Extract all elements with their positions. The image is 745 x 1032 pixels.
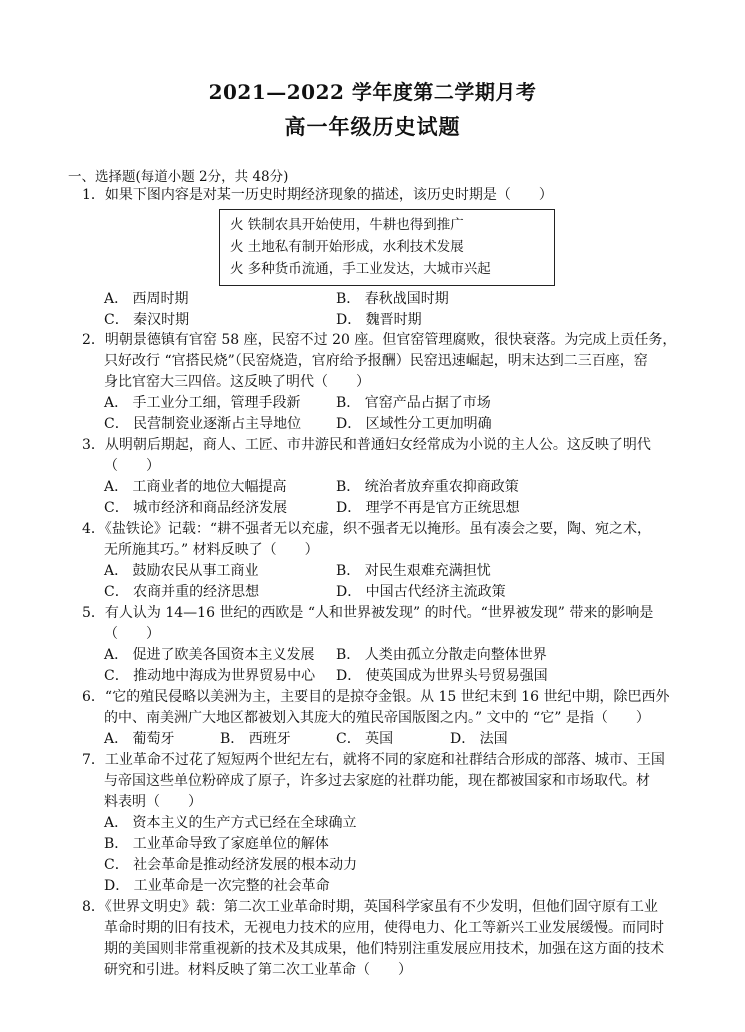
q8-stem-line-4: 研究和引进。材料反映了第二次工业革命（ ） (104, 962, 412, 978)
q6-option-a: A． 葡萄牙 (104, 731, 175, 747)
q5-option-d: D． 使英国成为世界头号贸易强国 (336, 668, 548, 684)
q2-stem-line-3: 身比官窑大三四倍。这反映了明代（ ） (104, 374, 370, 390)
q5-option-c: C． 推动地中海成为世界贸易中心 (104, 668, 316, 684)
q2-option-d: D． 区域性分工更加明确 (336, 416, 492, 432)
q2-option-a: A． 手工业分工细，管理手段新 (104, 395, 301, 411)
section-heading: 一、选择题(每道小题 2分，共 48分) (68, 169, 289, 185)
q1-option-b: B． 春秋战国时期 (336, 291, 449, 307)
q2-stem-line-2: 只好改行 “官搭民烧”（民窑烧造，官府给予报酬）民窑迅速崛起，明末达到二三百座，窑 (104, 353, 648, 369)
q8-stem-line-1: 8．《世界文明史》载：第二次工业革命时期，英国科学家虽有不少发明，但他们固守原有工业 (82, 899, 658, 915)
q6-stem-line-1: 6．“它的殖民侵略以美洲为主，主要目的是掠夺金银。从 15 世纪末到 16 世纪中期，除巴西外 (82, 689, 670, 705)
q4-stem-line-2: 无所施其巧。” 材料反映了（ ） (104, 542, 319, 558)
q1-info-box (219, 209, 555, 286)
q7-option-a: A． 资本主义的生产方式已经在全球确立 (104, 815, 357, 831)
q3-option-a: A． 工商业者的地位大幅提高 (104, 479, 287, 495)
q4-option-b: B． 对民生艰难充满担忧 (336, 563, 491, 579)
q5-option-b: B． 人类由孤立分散走向整体世界 (336, 647, 547, 663)
q1-option-a: A． 西周时期 (104, 291, 189, 307)
q6-option-d: D． 法国 (450, 731, 508, 747)
q2-option-b: B． 官窑产品占据了市场 (336, 395, 491, 411)
q4-option-c: C． 农商并重的经济思想 (104, 584, 260, 600)
q8-stem-line-3: 期的美国则非常重视新的技术及其成果，他们特别注重发展应用技术，加强在这方面的技术 (104, 941, 664, 957)
q6-stem-line-2: 的中、南美洲广大地区都被划入其庞大的殖民帝国版图之内。” 文中的 “它” 是指（ ） (104, 710, 650, 726)
q1-option-c: C． 秦汉时期 (104, 312, 190, 328)
q5-stem-line-1: 5．有人认为 14—16 世纪的西欧是 “人和世界被发现” 的时代。“世界被发现” 带来的影响是 (82, 605, 654, 621)
q4-option-d: D． 中国古代经济主流政策 (336, 584, 506, 600)
q2-option-c: C． 民营制瓷业逐渐占主导地位 (104, 416, 302, 432)
q1-stem: 1．如果下图内容是对某一历史时期经济现象的描述，该历史时期是（ ） (82, 187, 553, 203)
q7-option-b: B． 工业革命导致了家庭单位的解体 (104, 836, 329, 852)
q7-option-d: D． 工业革命是一次完整的社会革命 (104, 878, 330, 894)
q8-stem-line-2: 革命时期的旧有技术，无视电力技术的应用，使得电力、化工等新兴工业发展缓慢。而同时 (104, 920, 664, 936)
q4-stem-line-1: 4．《盐铁论》记载：“耕不强者无以充虚，织不强者无以掩形。虽有凑会之要，陶、宛之术， (82, 521, 652, 537)
q7-option-c: C． 社会革命是推动经济发展的根本动力 (104, 857, 358, 873)
q3-stem-line-1: 3．从明朝后期起，商人、工匠、市井游民和普通妇女经常成为小说的主人公。这反映了明代 (82, 437, 651, 453)
exam-subtitle: 高一年级历史试题 (284, 114, 461, 139)
q1-box-line-1: 火 铁制农具开始使用，牛耕也得到推广 (230, 217, 464, 233)
q2-stem-line-1: 2．明朝景德镇有官窑 58 座，民窑不过 20 座。但官窑管理腐败，很快衰落。为完成上贡任务， (82, 332, 677, 348)
q6-option-c: C． 英国 (336, 731, 394, 747)
exam-title: 2021—2022 学年度第二学期月考 (208, 80, 537, 104)
q1-option-d: D． 魏晋时期 (336, 312, 422, 328)
q5-option-a: A． 促进了欧美各国资本主义发展 (104, 647, 315, 663)
q5-stem-line-2: （ ） (104, 626, 160, 642)
q7-stem-line-1: 7．工业革命不过花了短短两个世纪左右，就将不同的家庭和社群结合形成的部落、城市、王国 (82, 752, 665, 768)
q3-option-c: C． 城市经济和商品经济发展 (104, 500, 288, 516)
q4-option-a: A． 鼓励农民从事工商业 (104, 563, 259, 579)
q1-box-line-3: 火 多种货币流通，手工业发达，大城市兴起 (230, 261, 491, 277)
q1-box-line-2: 火 土地私有制开始形成，水利技术发展 (230, 239, 464, 255)
q3-option-b: B． 统治者放弃重农抑商政策 (336, 479, 519, 495)
q7-stem-line-2: 与帝国这些单位粉碎成了原子，许多过去家庭的社群功能，现在都被国家和市场取代。材 (104, 773, 650, 789)
q7-stem-line-3: 料表明（ ） (104, 794, 202, 810)
q3-stem-line-2: （ ） (104, 458, 160, 474)
q6-option-b: B． 西班牙 (220, 731, 291, 747)
q3-option-d: D． 理学不再是官方正统思想 (336, 500, 520, 516)
